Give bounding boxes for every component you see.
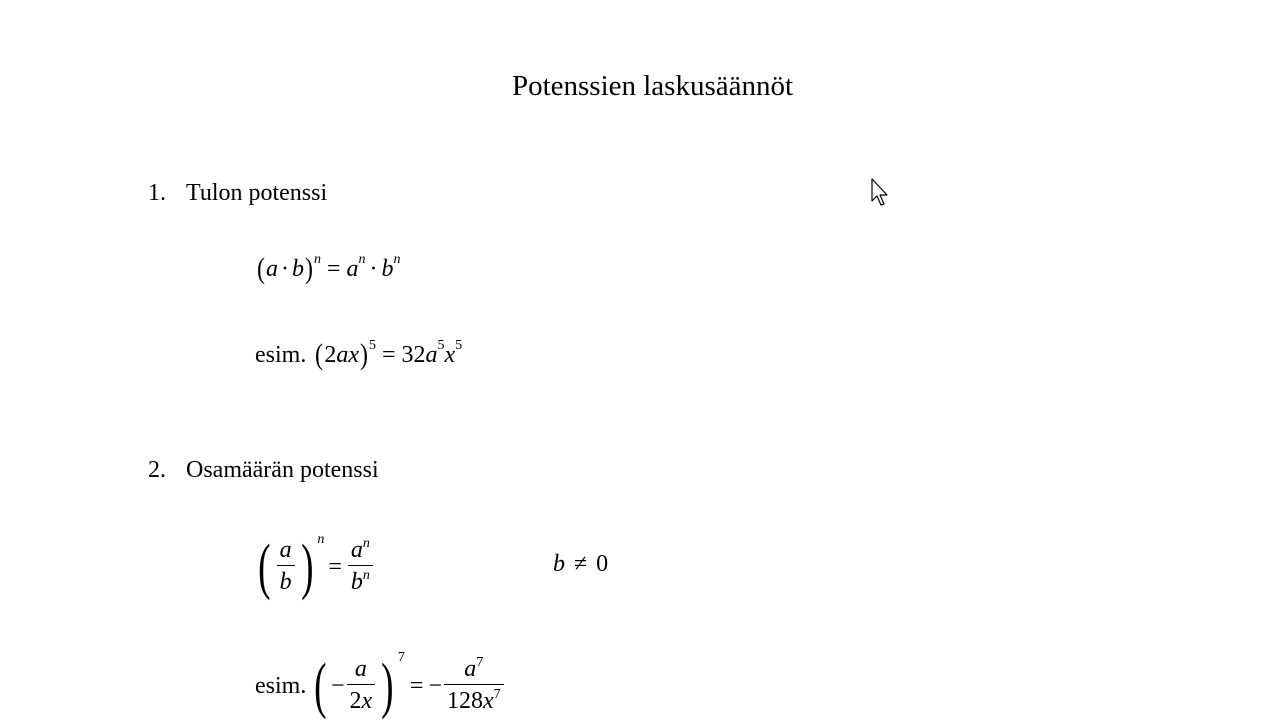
coefficient: 2 — [349, 688, 362, 715]
minus: − — [428, 672, 442, 699]
section-title: Tulon potenssi — [186, 180, 328, 206]
mouse-pointer-icon — [871, 178, 891, 213]
example-label: esim. — [255, 672, 307, 699]
right-paren: ) — [381, 652, 394, 720]
equals: = — [327, 255, 341, 282]
numerator: a — [464, 656, 477, 683]
var-x: x — [482, 688, 494, 715]
denominator: b — [350, 569, 363, 596]
fraction — [348, 535, 373, 598]
exponent: n — [362, 536, 370, 552]
exponent: 5 — [368, 338, 376, 353]
exponent: 7 — [493, 687, 501, 703]
right-paren: ) — [305, 252, 313, 285]
fraction — [347, 654, 376, 717]
var-a: a — [266, 255, 278, 282]
example-label: esim. — [255, 341, 307, 368]
page-title: Potenssien laskusäännöt — [511, 70, 794, 102]
section-number: 1. — [148, 180, 166, 206]
exponent: 7 — [397, 650, 405, 665]
exponent: n — [358, 252, 366, 267]
equals: = — [328, 553, 342, 580]
quotient-power-example — [255, 648, 506, 724]
minus: − — [330, 672, 345, 699]
left-paren: ( — [258, 533, 271, 601]
quotient-power-rule — [254, 530, 375, 604]
not-equal: ≠ — [574, 551, 588, 577]
left-paren: ( — [315, 338, 324, 371]
exponent: 7 — [476, 655, 484, 671]
exponent: 5 — [455, 338, 463, 353]
section-1-heading — [148, 180, 327, 207]
var-a: a — [346, 255, 359, 282]
dot: · — [369, 255, 378, 282]
coefficient: 32 — [401, 341, 426, 368]
left-paren: ( — [314, 652, 327, 720]
var-a: a — [425, 341, 438, 368]
numerator: a — [279, 537, 292, 564]
variables: ax — [336, 341, 359, 368]
left-paren: ( — [257, 252, 265, 285]
zero: 0 — [596, 551, 609, 577]
dot: · — [281, 255, 289, 282]
denominator: b — [277, 565, 295, 598]
equals: = — [409, 672, 424, 699]
var-x: x — [444, 341, 456, 368]
exponent: n — [317, 532, 325, 547]
exponent: n — [393, 252, 401, 267]
exponent: 5 — [437, 338, 445, 353]
coefficient: 2 — [324, 341, 337, 368]
coefficient: 128 — [446, 688, 483, 715]
right-paren: ) — [359, 338, 368, 371]
numerator: a — [350, 537, 363, 564]
equals: = — [381, 341, 396, 368]
section-number: 2. — [148, 457, 166, 483]
condition — [553, 551, 608, 578]
fraction — [277, 535, 295, 598]
var-x: x — [361, 688, 373, 715]
numerator: a — [354, 656, 367, 683]
fraction — [444, 654, 504, 717]
section-title: Osamäärän potenssi — [186, 457, 379, 483]
var-b: b — [553, 551, 565, 577]
section-2-heading — [148, 457, 379, 484]
exponent: n — [314, 252, 321, 267]
right-paren: ) — [300, 533, 314, 601]
var-b: b — [292, 255, 304, 282]
product-power-example — [255, 338, 462, 372]
var-b: b — [381, 255, 394, 282]
exponent: n — [362, 568, 370, 584]
product-power-rule — [256, 252, 401, 286]
